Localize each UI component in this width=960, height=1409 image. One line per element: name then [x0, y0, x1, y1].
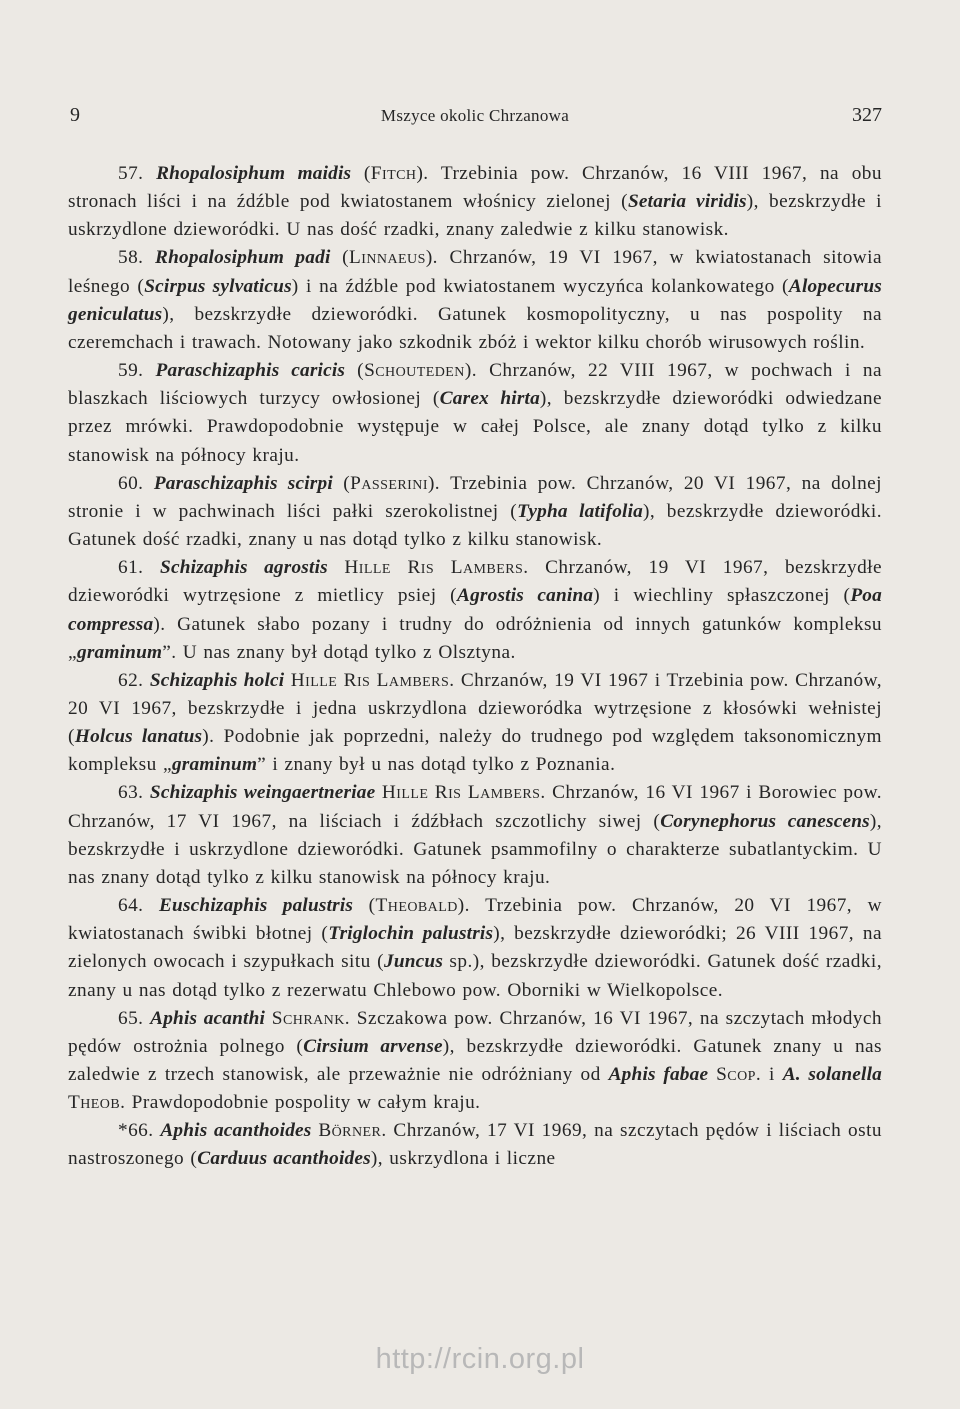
entry-text: Chrzanów, 16 VI 1967 i Borowiec pow. Chrzanów, 17 VI 1967, na liściach i źdźbłach szczotlichy siwej ( [68, 782, 882, 832]
species-author: Theobald [375, 895, 458, 917]
entry-text: Chrzanów, 19 VI 1967 i Trzebinia pow. Chrzanów, 20 VI 1967, bezskrzydłe i jedna uskrzydlona dzieworódka wytrzęsione z kłosówki wełnistej ( [68, 669, 883, 748]
species-name: Rhopalosiphum maidis [156, 163, 352, 184]
species-author: Hille Ris Lambers [381, 782, 541, 804]
entry-text: ), bezskrzydłe dzieworódki; 26 VIII 1967, na zielonych owocach i szypułkach situ ( [68, 923, 882, 973]
species-name: A. solanella [782, 1064, 882, 1085]
entry-text: ), uskrzydlona i liczne [370, 1148, 556, 1170]
species-name: Aphis acanthi [150, 1007, 266, 1029]
plant-name: Corynephorus canescens [660, 810, 870, 832]
plant-name: Triglochin palustris [328, 923, 494, 945]
entry-60: 60. Paraschizaphis scirpi (Passerini). Trzebinia pow. Chrzanów, 20 VI 1967, na dolnej stronie i w pachwinach liści pałki szerokolistnej (Typha latifolia), bezskrzydłe dzieworódki. Gatunek dość rzadki, znany u nas dotąd tylko z kilku stanowisk. [68, 472, 882, 551]
entry-61: 61. Schizaphis agrostis Hille Ris Lambers. Chrzanów, 19 VI 1967, bezskrzydłe dzieworódki wytrzęsione z mietlicy psiej (Agrostis canina) i wiechliny spłaszczonej (Poa compressa). Gatunek słabo pozany i trudny do odróżnienia od innych gatunków kompleksu „graminum”. U nas znany był dotąd tylko z Olsztyna. [68, 557, 882, 663]
species-author: Börner [318, 1120, 382, 1142]
entry-text: ). Podobnie jak poprzedni, należy do trudnego pod względem taksonomicznym kompleksu „ [68, 726, 882, 776]
species-name: Schizaphis holci [149, 669, 285, 691]
entry-62: 62. Schizaphis holci Hille Ris Lambers. Chrzanów, 19 VI 1967 i Trzebinia pow. Chrzanów, 20 VI 1967, bezskrzydłe i jedna uskrzydlona dzieworódka wytrzęsione z kłosówki wełnistej (Holcus lanatus). Podobnie jak poprzedni, należy do trudnego pod względem taksonomicznym kompleksu „graminum” i znany był u nas dotąd tylko z Poznania. [68, 669, 883, 776]
plant-name: Poa compressa [68, 585, 882, 635]
plant-name: Holcus lanatus [74, 726, 203, 748]
entry-text: Chrzanów, 22 VIII 1967, w pochwach i na blaszkach liściowych turzycy owłosionej ( [68, 360, 882, 410]
species-name: Schizaphis agrostis [160, 557, 328, 579]
plant-name: Cirsium arvense [303, 1035, 443, 1057]
entry-text: . Prawdopodobnie pospolity w całym kraju. [120, 1092, 481, 1114]
entry-text: Trzebinia pow. Chrzanów, 16 VIII 1967, na obu stronach liści i na źdźble pod kwiatostanem włośnicy zielonej ( [68, 163, 882, 213]
entry-text: ”. U nas znany był dotąd tylko z Olsztyna. [162, 641, 516, 663]
species-name: Paraschizaphis caricis [155, 360, 346, 382]
entry-text: Szczakowa pow. Chrzanów, 16 VI 1967, na szczytach młodych pędów ostrożnia polnego ( [68, 1007, 882, 1057]
entry-59: 59. Paraschizaphis caricis (Schouteden). Chrzanów, 22 VIII 1967, w pochwach i na blaszkach liściowych turzycy owłosionej (Carex hirta), bezskrzydłe dzieworódki odwiedzane przez mrówki. Prawdopodobnie występuje w całej Polsce, ale znany dotąd tylko z kilku stanowisk na północy kraju. [68, 360, 882, 466]
entry-text: ), bezskrzydłe i uskrzydlone dzieworódki. Gatunek psammofilny o charakterze subatlantyckim. U nas znany dotąd tylko z kilku stanowisk na północy kraju. [68, 810, 883, 888]
species-name: Paraschizaphis scirpi [153, 472, 333, 494]
entry-number: *66. [118, 1120, 154, 1142]
entry-text: Trzebinia pow. Chrzanów, 20 VI 1967, w kwiatostanach świbki błotnej ( [68, 895, 882, 945]
body-text [68, 160, 882, 1174]
entry-text: Chrzanów, 19 VI 1967, w kwiatostanach sitowia leśnego ( [68, 247, 882, 297]
species-name: Schizaphis weingaertneriae [149, 782, 376, 804]
entry-text: ), bezskrzydłe dzieworódki. Gatunek kosmopolityczny, u nas pospolity na czeremchach i trawach. Notowany jako szkodnik zbóż i wektor kilku chorób wirusowych roślin. [68, 303, 882, 353]
page-header [68, 104, 882, 134]
species-author: Hille Ris Lambers [344, 557, 524, 579]
entry-58: 58. Rhopalosiphum padi (Linnaeus). Chrzanów, 19 VI 1967, w kwiatostanach sitowia leśnego (Scirpus sylvaticus) i na źdźble pod kwiatostanem wyczyńca kolankowatego (Alopecurus geniculatus), bezskrzydłe dzieworódki. Gatunek kosmopolityczny, u nas pospolity na czeremchach i trawach. Notowany jako szkodnik zbóż i wektor kilku chorób wirusowych roślin. [68, 247, 882, 353]
entry-text: . i [755, 1064, 783, 1085]
page-number: 327 [852, 104, 882, 126]
entry-text: Chrzanów, 17 VI 1969, na szczytach pędów i liściach ostu nastroszonego ( [68, 1120, 882, 1170]
entry-text: ), bezskrzydłe dzieworódki. Gatunek znany u nas zaledwie z trzech stanowisk, ale przeważnie nie odróżniany od [68, 1035, 882, 1085]
entry-number: 58. [118, 247, 144, 269]
entry-text: Trzebinia pow. Chrzanów, 20 VI 1967, na dolnej stronie i w pachwinach liści pałki szerokolistnej ( [68, 472, 882, 522]
plant-name: Setaria viridis [627, 191, 747, 213]
entry-number: 59. [118, 360, 144, 382]
entry-number: 61. [118, 557, 144, 579]
species-author: Passerini [350, 472, 428, 494]
species-name: Aphis fabae [608, 1064, 709, 1085]
complex-name: graminum [171, 754, 258, 776]
entry-number: 60. [118, 472, 144, 494]
section-number: 9 [70, 104, 80, 126]
entry-text: ), bezskrzydłe dzieworódki odwiedzane przez mrówki. Prawdopodobnie występuje w całej Polsce, ale znany dotąd tylko z kilku stanowisk na północy kraju. [68, 388, 882, 466]
entry-number: 62. [118, 669, 144, 691]
entry-number: 57. [118, 163, 144, 184]
entry-text: ), bezskrzydłe dzieworódki. Gatunek dość rzadki, znany u nas dotąd tylko z kilku stanowisk. [68, 500, 882, 551]
plant-name: Alopecurus geniculatus [68, 275, 882, 325]
plant-name: Carex hirta [439, 388, 540, 410]
species-name: Rhopalosiphum padi [155, 247, 331, 269]
entry-65: 65. Aphis acanthi Schrank. Szczakowa pow. Chrzanów, 16 VI 1967, na szczytach młodych pędów ostrożnia polnego (Cirsium arvense), bezskrzydłe dzieworódki. Gatunek znany u nas zaledwie z trzech stanowisk, ale przeważnie nie odróżniany od Aphis fabae Scop. i A. solanella Theob. Prawdopodobnie pospolity w całym kraju. [68, 1007, 882, 1114]
entry-text: ), bezskrzydłe i uskrzydlone dzieworódki. U nas dość rzadki, znany zaledwie z kilku stanowisk. [68, 191, 882, 241]
entry-text: ” i znany był u nas dotąd tylko z Poznania. [257, 754, 616, 776]
species-author: Fitch [370, 163, 417, 184]
entry-66: *66. Aphis acanthoides Börner. Chrzanów, 17 VI 1969, na szczytach pędów i liściach ostu nastroszonego (Carduus acanthoides), uskrzydlona i liczne [68, 1120, 882, 1170]
entry-64: 64. Euschizaphis palustris (Theobald). Trzebinia pow. Chrzanów, 20 VI 1967, w kwiatostanach świbki błotnej (Triglochin palustris), bezskrzydłe dzieworódki; 26 VIII 1967, na zielonych owocach i szypułkach situ (Juncus sp.), bezskrzydłe dzieworódki. Gatunek dość rzadki, znany u nas dotąd tylko z rezerwatu Chlebowo pow. Oborniki w Wielkopolsce. [68, 895, 882, 1001]
entry-57: 57. Rhopalosiphum maidis (Fitch). Trzebinia pow. Chrzanów, 16 VIII 1967, na obu stronach liści i na źdźble pod kwiatostanem włośnicy zielonej (Setaria viridis), bezskrzydłe i uskrzydlone dzieworódki. U nas dość rzadki, znany zaledwie z kilku stanowisk. [68, 163, 882, 241]
entry-text: Chrzanów, 19 VI 1967, bezskrzydłe dzieworódki wytrzęsione z mietlicy psiej ( [68, 557, 882, 607]
running-title: Mszyce okolic Chrzanowa [380, 106, 570, 125]
entry-text: ) i wiechliny spłaszczonej ( [593, 585, 851, 607]
entry-63: 63. Schizaphis weingaertneriae Hille Ris Lambers. Chrzanów, 16 VI 1967 i Borowiec pow. Chrzanów, 17 VI 1967, na liściach i źdźbłach szczotlichy siwej (Corynephorus canescens), bezskrzydłe i uskrzydlone dzieworódki. Gatunek psammofilny o charakterze subatlantyckim. U nas znany dotąd tylko z kilku stanowisk na północy kraju. [68, 782, 883, 888]
plant-name: Agrostis canina [457, 585, 594, 607]
entry-number: 64. [118, 895, 144, 917]
species-author: Schrank [271, 1007, 345, 1029]
species-author: Schouteden [364, 360, 465, 382]
plant-name: Scirpus sylvaticus [144, 275, 292, 297]
entry-number: 65. [118, 1007, 144, 1029]
species-name: Aphis acanthoides [160, 1120, 312, 1142]
plant-name: Juncus [383, 951, 444, 973]
entry-number: 63. [118, 782, 144, 804]
species-author: Hille Ris Lambers [290, 669, 450, 691]
entry-text: sp.), bezskrzydłe dzieworódki. Gatunek dość rzadki, znany u nas dotąd tylko z rezerwatu Chlebowo pow. Oborniki w Wielkopolsce. [68, 951, 882, 1001]
species-author: Scop [716, 1064, 756, 1085]
complex-name: graminum [77, 641, 163, 663]
plant-name: Carduus acanthoides [197, 1148, 371, 1170]
entry-text: ). Gatunek słabo pozany i trudny do odróżnienia od innych gatunków kompleksu „ [68, 613, 882, 663]
species-author: Linnaeus [348, 247, 426, 269]
species-author: Theob [68, 1092, 121, 1114]
plant-name: Typha latifolia [517, 500, 644, 522]
watermark-url: http://rcin.org.pl [375, 1343, 585, 1375]
entry-text: ) i na źdźble pod kwiatostanem wyczyńca kolankowatego ( [291, 275, 789, 297]
species-name: Euschizaphis palustris [158, 895, 354, 917]
